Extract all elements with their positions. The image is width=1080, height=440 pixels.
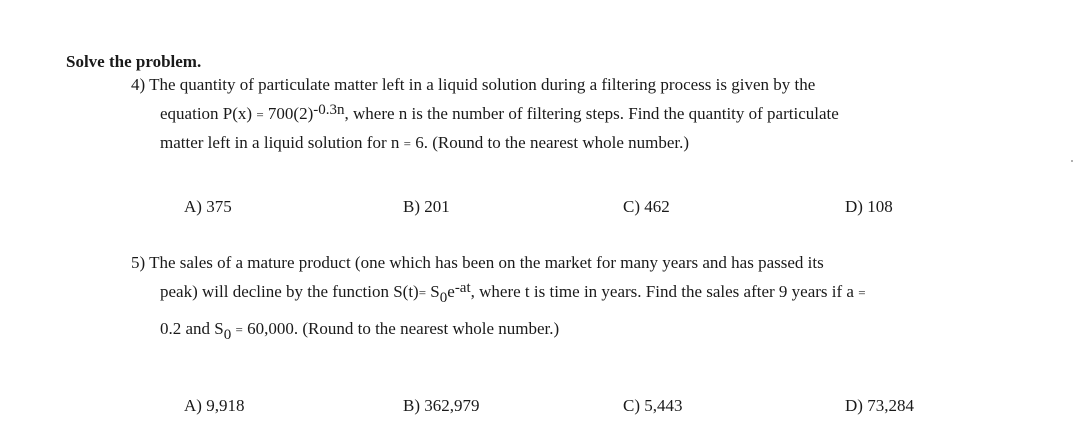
subscript: 0	[223, 327, 232, 343]
q5-choice-a[interactable]: A) 9,918	[184, 396, 245, 415]
q5-choice-b[interactable]: B) 362,979	[403, 396, 480, 415]
question-4-line-2: equation $P(x) = 700(2)^{-0.3n}$, where n is the number of filtering steps. Find the quantity of particulate	[160, 102, 839, 123]
q5-choice-c[interactable]: C) 5,443	[623, 396, 683, 415]
q4-choice-b[interactable]: B) 201	[403, 197, 450, 216]
subscript: 0	[439, 290, 448, 306]
q5-choice-d[interactable]: D) 73,284	[845, 396, 914, 415]
question-5-number: 5)	[131, 253, 146, 272]
q4-choice-d[interactable]: D) 108	[845, 197, 893, 216]
q4-choice-a[interactable]: A) 375	[184, 197, 232, 216]
exponent: -at	[454, 280, 471, 296]
question-4-number: 4)	[131, 75, 146, 94]
section-heading: Solve the problem.	[66, 52, 202, 71]
question-4-line-1: 4) The quantity of particulate matter left in a liquid solution during a filtering process is given by the	[131, 75, 816, 94]
question-4-line-3: matter left in a liquid solution for n = 6. (Round to the nearest whole number.)	[160, 133, 690, 152]
question-5-line-2: peak) will decline by the function $S(t)= S_0e^{-at}$, where t is time in years. Find the sales after 9 years if a =	[160, 280, 866, 306]
margin-speck	[1071, 160, 1073, 162]
question-5-line-3: 0.2 and $S_0 = 60,000$. (Round to the nearest whole number.)	[160, 319, 560, 343]
q4-choice-c[interactable]: C) 462	[623, 197, 670, 216]
exponent: -0.3n	[313, 102, 345, 118]
question-5-line-1: 5) The sales of a mature product (one which has been on the market for many years and has passed its	[131, 253, 824, 272]
